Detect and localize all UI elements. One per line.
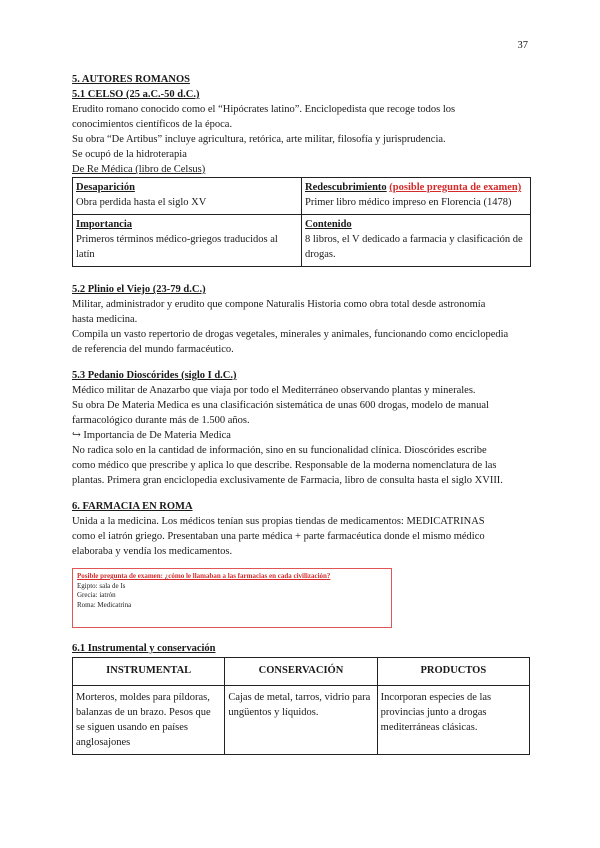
plinio-line: hasta medicina. <box>72 314 138 325</box>
celso-cell-contenido <box>302 215 531 267</box>
cell-title-row <box>305 180 527 195</box>
exam-note: (posible pregunta de examen) <box>389 182 522 193</box>
exam-answer-roma: Roma: Medicatrina <box>77 600 132 609</box>
section-5-title: 5. AUTORES ROMANOS <box>72 74 190 85</box>
cell-text: Primeros términos médico-griegos traducidos al latín <box>76 234 278 260</box>
dioscorides-line: farmacológico durante más de 1.500 años. <box>72 415 250 426</box>
celso-line: Su obra “De Artibus” incluye agricultura, retórica, arte militar, filosofía y jurisprudencia. <box>72 134 446 145</box>
exam-question: Posible pregunta de examen: ¿cómo le llamaban a las farmacias en cada civilización? <box>77 572 331 580</box>
celso-cell-redescubrimiento <box>302 178 531 215</box>
cell-title: Contenido <box>305 219 352 230</box>
dioscorides-subheading: ↪ Importancia de De Materia Medica <box>72 430 231 441</box>
farmacia-line: Unida a la medicina. Los médicos tenían sus propias tiendas de medicamentos: MEDICATRINAS <box>72 516 485 527</box>
exam-answer-grecia: Grecia: iatrón <box>77 591 116 599</box>
page-content <box>72 72 530 755</box>
plinio-heading: 5.2 Plinio el Viejo (23-79 d.C.) <box>72 284 206 295</box>
cell-title: Importancia <box>76 219 132 230</box>
celso-table <box>72 177 531 267</box>
exam-answer-egipto: Egipto: sala de Is <box>77 581 126 590</box>
page-number: 37 <box>517 40 528 51</box>
celso-line: Se ocupó de la hidroterapia <box>72 149 187 160</box>
cell-title: Desaparición <box>76 182 135 193</box>
exam-question-box <box>72 568 392 628</box>
cell-title: Redescubrimiento <box>305 182 387 193</box>
celso-book-title: De Re Médica (libro de Celsus) <box>72 164 206 175</box>
dioscorides-line: como médico que prescribe y aplica lo que describe. Responsable de la moderna nomenclatura de las <box>72 460 497 471</box>
dioscorides-line: No radica solo en la cantidad de información, sino en su funcionalidad clínica. Dioscórides escribe <box>72 445 487 456</box>
cell-text: Obra perdida hasta el siglo XV <box>76 197 207 208</box>
dioscorides-line: Su obra De Materia Medica es una clasificación sistemática de unas 600 drogas, modelo de manual <box>72 400 489 411</box>
cell-instrumental: Morteros, moldes para píldoras, balanzas de un brazo. Pesos que se siguen usando en países anglosajones <box>73 686 225 755</box>
instrumental-table <box>72 657 530 755</box>
cell-text: 8 libros, el V dedicado a farmacia y clasificación de drogas. <box>305 234 523 260</box>
dioscorides-line: plantas. Primera gran enciclopedia exclusivamente de Farmacia, libro de consulta hasta el siglo XVIII. <box>72 475 503 486</box>
celso-cell-desaparicion <box>73 178 302 215</box>
plinio-line: Compila un vasto repertorio de drogas vegetales, minerales y animales, funcionando como enciclopedia <box>72 329 509 340</box>
instrumental-heading: 6.1 Instrumental y conservación <box>72 643 216 654</box>
celso-line: Erudito romano conocido como el “Hipócrates latino”. Enciclopedista que recoge todos los <box>72 104 456 115</box>
dioscorides-heading: 5.3 Pedanio Dioscórides (siglo I d.C.) <box>72 370 237 381</box>
header-productos: PRODUCTOS <box>377 658 529 686</box>
plinio-line: Militar, administrador y erudito que compone Naturalis Historia como obra total desde astronomía <box>72 299 486 310</box>
plinio-line: de referencia del mundo farmacéutico. <box>72 344 234 355</box>
celso-cell-importancia <box>73 215 302 267</box>
farmacia-line: elaboraba y vendía los medicamentos. <box>72 546 233 557</box>
cell-productos: Incorporan especies de las provincias junto a drogas mediterráneas clásicas. <box>377 686 529 755</box>
dioscorides-line: Médico militar de Anazarbo que viaja por todo el Mediterráneo observando plantas y minerales. <box>72 385 476 396</box>
header-conservacion: CONSERVACIÓN <box>225 658 377 686</box>
cell-text: Primer libro médico impreso en Florencia (1478) <box>305 197 512 208</box>
section-6-heading: 6. FARMACIA EN ROMA <box>72 501 193 512</box>
celso-line: conocimientos científicos de la época. <box>72 119 233 130</box>
farmacia-line: como el iatrón griego. Presentaban una parte médica + parte farmacéutica donde el mismo médico <box>72 531 485 542</box>
celso-heading: 5.1 CELSO (25 a.C.-50 d.C.) <box>72 89 200 100</box>
cell-conservacion: Cajas de metal, tarros, vidrio para ungüentos y líquidos. <box>225 686 377 755</box>
header-instrumental: INSTRUMENTAL <box>73 658 225 686</box>
